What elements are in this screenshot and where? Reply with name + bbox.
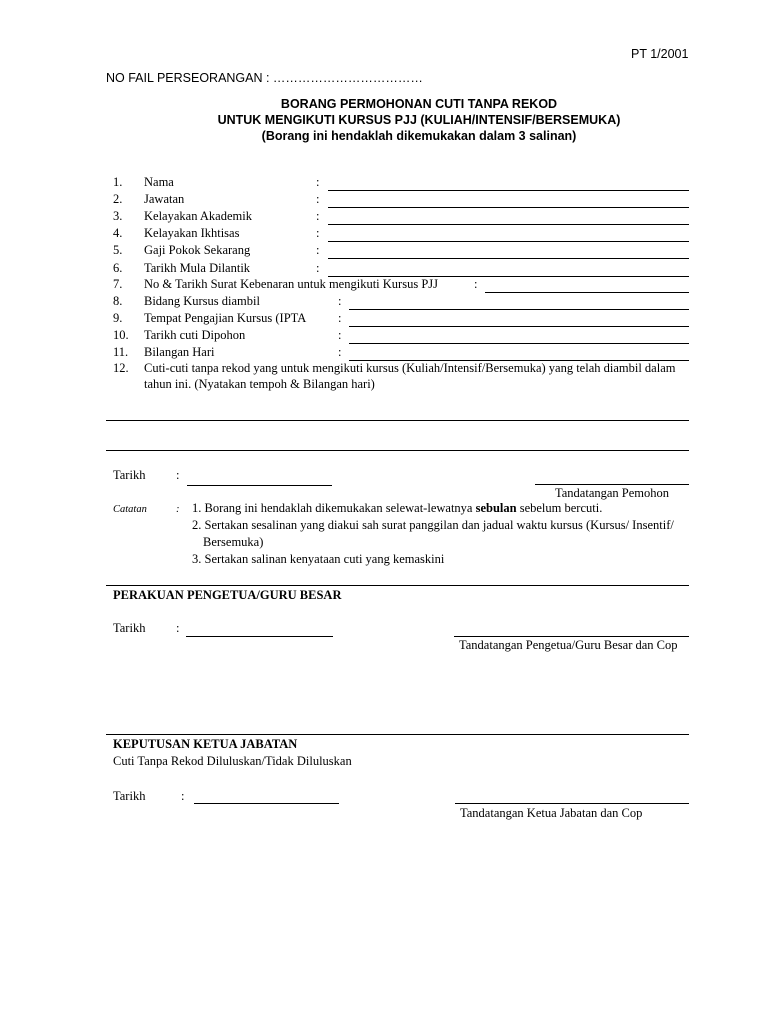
field-input-cuti-tanpa-rekod-line1[interactable] <box>106 420 689 421</box>
field-label-tempat-pengajian: Tempat Pengajian Kursus (IPTA <box>144 311 307 325</box>
field-label-jawatan: Jawatan <box>144 192 185 206</box>
field-colon: : <box>338 294 342 308</box>
field-number: 1. <box>113 175 123 189</box>
applicant-date-label: Tarikh <box>113 468 146 482</box>
field-input-nama[interactable] <box>328 190 689 191</box>
field-label-bidang-kursus: Bidang Kursus diambil <box>144 294 260 308</box>
form-title-line2: UNTUK MENGIKUTI KURSUS PJJ (KULIAH/INTENSIF/BERSEMUKA) <box>217 113 621 127</box>
field-colon: : <box>338 328 342 342</box>
field-colon: : <box>316 192 320 206</box>
field-label-nama: Nama <box>144 175 174 189</box>
field-number: 11. <box>113 345 129 359</box>
field-colon: : <box>338 311 342 325</box>
field-input-tempat-pengajian[interactable] <box>349 326 689 327</box>
field-input-kelayakan-akademik[interactable] <box>328 224 689 225</box>
field-label-cuti-cuti-tanpa-rekod: Cuti-cuti tanpa rekod yang untuk mengikuti kursus (Kuliah/Intensif/Bersemuka) yang telah diambil dalam <box>144 361 676 375</box>
field-number: 2. <box>113 192 123 206</box>
applicant-signature-line[interactable] <box>535 484 689 485</box>
field-label-kelayakan-ikhtisas: Kelayakan Ikhtisas <box>144 226 240 240</box>
head-of-dept-decision[interactable]: Cuti Tanpa Rekod Diluluskan/Tidak Diluluskan <box>113 754 352 768</box>
head-of-dept-signature-line[interactable] <box>455 803 689 804</box>
note-3: 3. Sertakan salinan kenyataan cuti yang kemaskini <box>192 552 445 566</box>
field-label-gaji-pokok: Gaji Pokok Sekarang <box>144 243 251 257</box>
note-1-text: 1. Borang ini hendaklah dikemukakan selewat-lewatnya <box>192 501 476 515</box>
principal-date-label: Tarikh <box>113 621 146 635</box>
field-input-jawatan[interactable] <box>328 207 689 208</box>
note-2-continued: Bersemuka) <box>203 535 264 549</box>
field-number: 8. <box>113 294 123 308</box>
applicant-date-field[interactable] <box>187 485 332 486</box>
field-input-gaji-pokok[interactable] <box>328 258 689 259</box>
field-number: 5. <box>113 243 123 257</box>
notes-colon: : <box>176 504 180 515</box>
field-colon: : <box>316 226 320 240</box>
field-colon: : <box>316 175 320 189</box>
field-number: 6. <box>113 261 123 275</box>
field-number: 10. <box>113 328 129 342</box>
field-number: 7. <box>113 277 123 291</box>
field-label-kelayakan-akademik: Kelayakan Akademik <box>144 209 252 223</box>
notes-label: Catatan <box>113 504 147 515</box>
field-input-bidang-kursus[interactable] <box>349 309 689 310</box>
field-input-tarikh-cuti[interactable] <box>349 343 689 344</box>
section-divider <box>106 734 689 735</box>
file-number-label: NO FAIL PERSEORANGAN : ……………………………… <box>106 71 423 85</box>
field-label-bilangan-hari: Bilangan Hari <box>144 345 215 359</box>
applicant-date-colon: : <box>176 468 180 482</box>
note-2: 2. Sertakan sesalinan yang diakui sah surat panggilan dan jadual waktu kursus (Kursus/ Insentif/ <box>192 518 674 532</box>
form-title-line3: (Borang ini hendaklah dikemukakan dalam 3 salinan) <box>261 129 577 143</box>
principal-signature-label: Tandatangan Pengetua/Guru Besar dan Cop <box>459 638 678 652</box>
note-1-text-end: sebelum bercuti. <box>516 501 603 515</box>
field-label-cuti-cuti-tanpa-rekod-line2: tahun ini. (Nyatakan tempoh & Bilangan hari) <box>144 377 375 391</box>
form-title-line1: BORANG PERMOHONAN CUTI TANPA REKOD <box>280 97 558 111</box>
field-label-no-tarikh-surat: No & Tarikh Surat Kebenaran untuk mengikuti Kursus PJJ <box>144 277 439 291</box>
head-of-dept-heading: KEPUTUSAN KETUA JABATAN <box>113 737 298 751</box>
field-number: 9. <box>113 311 123 325</box>
field-number: 3. <box>113 209 123 223</box>
field-input-no-tarikh-surat[interactable] <box>485 292 689 293</box>
field-number: 4. <box>113 226 123 240</box>
form-code: PT 1/2001 <box>631 47 689 61</box>
principal-heading: PERAKUAN PENGETUA/GURU BESAR <box>113 588 342 602</box>
head-of-dept-date-field[interactable] <box>194 803 339 804</box>
field-number: 12. <box>113 361 129 375</box>
principal-date-colon: : <box>176 621 180 635</box>
section-divider <box>106 585 689 586</box>
head-of-dept-date-colon: : <box>181 789 185 803</box>
field-label-tarikh-mula-dilantik: Tarikh Mula Dilantik <box>144 261 251 275</box>
head-of-dept-signature-label: Tandatangan Ketua Jabatan dan Cop <box>460 806 643 820</box>
field-label-tarikh-cuti: Tarikh cuti Dipohon <box>144 328 246 342</box>
head-of-dept-date-label: Tarikh <box>113 789 146 803</box>
principal-signature-line[interactable] <box>454 636 689 637</box>
field-colon: : <box>316 209 320 223</box>
field-colon: : <box>474 277 478 291</box>
note-1 <box>192 501 602 516</box>
field-input-cuti-tanpa-rekod-line2[interactable] <box>106 450 689 451</box>
field-colon: : <box>316 261 320 275</box>
field-colon: : <box>316 243 320 257</box>
note-1-emphasis: sebulan <box>475 501 517 515</box>
field-colon: : <box>338 345 342 359</box>
applicant-signature-label: Tandatangan Pemohon <box>555 486 670 500</box>
field-input-kelayakan-ikhtisas[interactable] <box>328 241 689 242</box>
principal-date-field[interactable] <box>186 636 333 637</box>
